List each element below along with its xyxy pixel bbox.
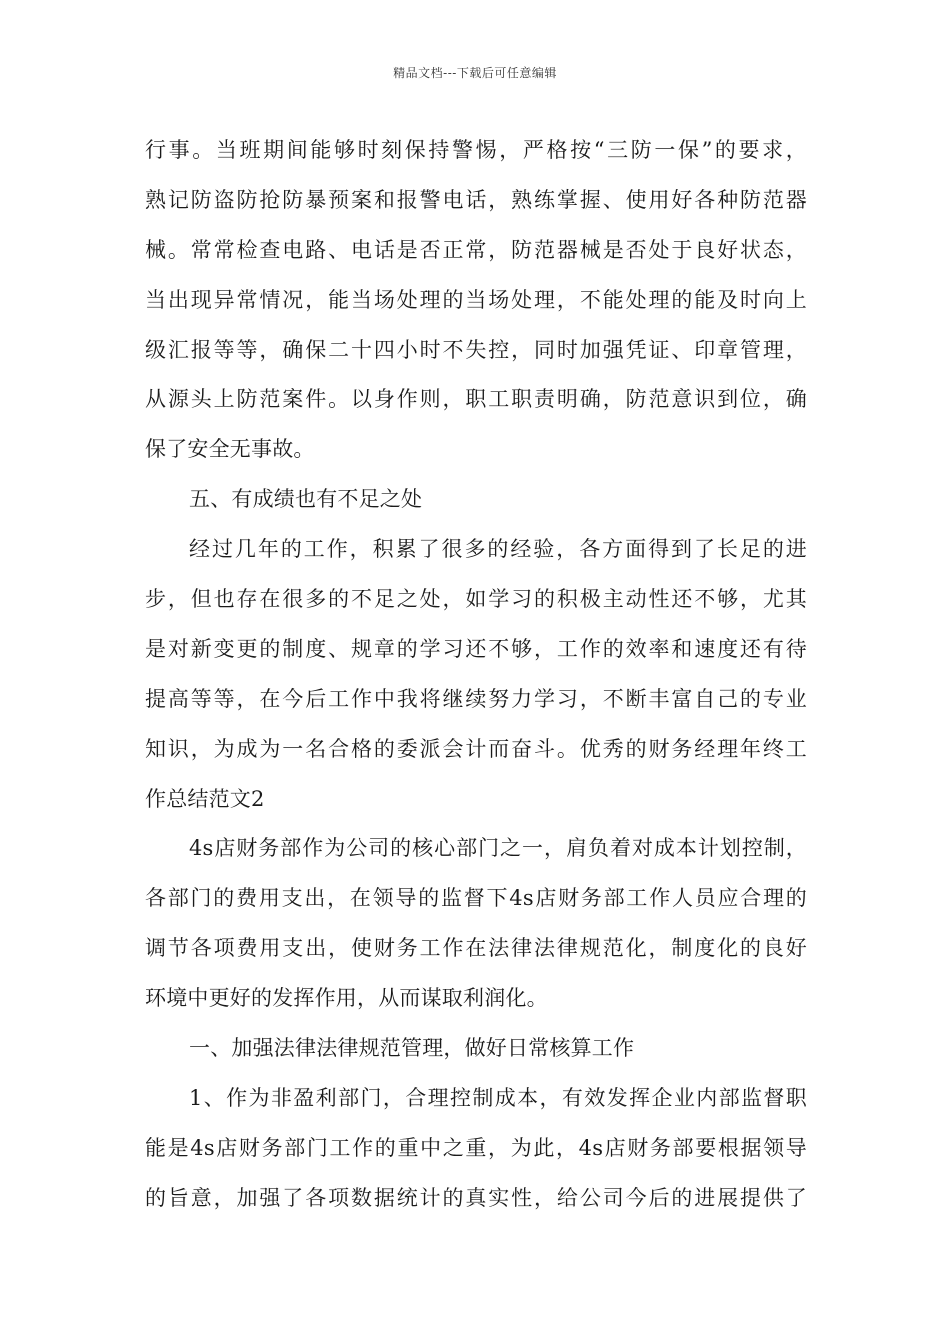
text-line: 4s店财务部作为公司的核心部门之一，肩负着对成本计划控制， <box>189 836 807 861</box>
text-line: 当出现异常情况，能当场处理的当场处理，不能处理的能及时向上 <box>145 287 807 312</box>
page-header: 精品文档---下载后可任意编辑 <box>393 66 557 80</box>
body-text <box>145 126 807 1224</box>
text-line: 是对新变更的制度、规章的学习还不够，工作的效率和速度还有待 <box>145 636 807 661</box>
text-line: 1、作为非盈利部门，合理控制成本，有效发挥企业内部监督职 <box>189 1085 807 1110</box>
text-line: 调节各项费用支出，使财务工作在法律法律规范化，制度化的良好 <box>145 936 807 961</box>
text-line: 经过几年的工作，积累了很多的经验，各方面得到了长足的进 <box>189 537 807 562</box>
text-line: 从源头上防范案件。以身作则，职工职责明确，防范意识到位，确 <box>145 387 807 412</box>
text-line: 步，但也存在很多的不足之处，如学习的积极主动性还不够，尤其 <box>145 587 807 612</box>
text-line: 作总结范文2 <box>145 786 265 811</box>
text-line: 环境中更好的发挥作用，从而谋取利润化。 <box>145 986 548 1011</box>
text-line: 熟记防盗防抢防暴预案和报警电话，熟练掌握、使用好各种防范器 <box>145 187 807 212</box>
text-line: 能是4s店财务部门工作的重中之重，为此，4s店财务部要根据领导 <box>145 1135 807 1160</box>
text-line: 知识，为成为一名合格的委派会计而奋斗。优秀的财务经理年终工 <box>145 736 807 761</box>
text-line: 各部门的费用支出，在领导的监督下4s店财务部工作人员应合理的 <box>145 886 807 911</box>
text-line: 行事。当班期间能够时刻保持警惕，严格按“三防一保”的要求， <box>145 138 807 162</box>
text-line: 级汇报等等，确保二十四小时不失控，同时加强凭证、印章管理， <box>145 337 807 362</box>
text-line: 械。常常检查电路、电话是否正常，防范器械是否处于良好状态， <box>145 237 807 262</box>
text-line: 保了安全无事故。 <box>145 437 315 462</box>
text-line: 五、有成绩也有不足之处 <box>189 487 423 512</box>
text-line: 一、加强法律法律规范管理，做好日常核算工作 <box>189 1036 635 1061</box>
text-line: 的旨意，加强了各项数据统计的真实性，给公司今后的进展提供了 <box>145 1185 807 1210</box>
text-line: 提高等等，在今后工作中我将继续努力学习，不断丰富自己的专业 <box>145 686 807 711</box>
